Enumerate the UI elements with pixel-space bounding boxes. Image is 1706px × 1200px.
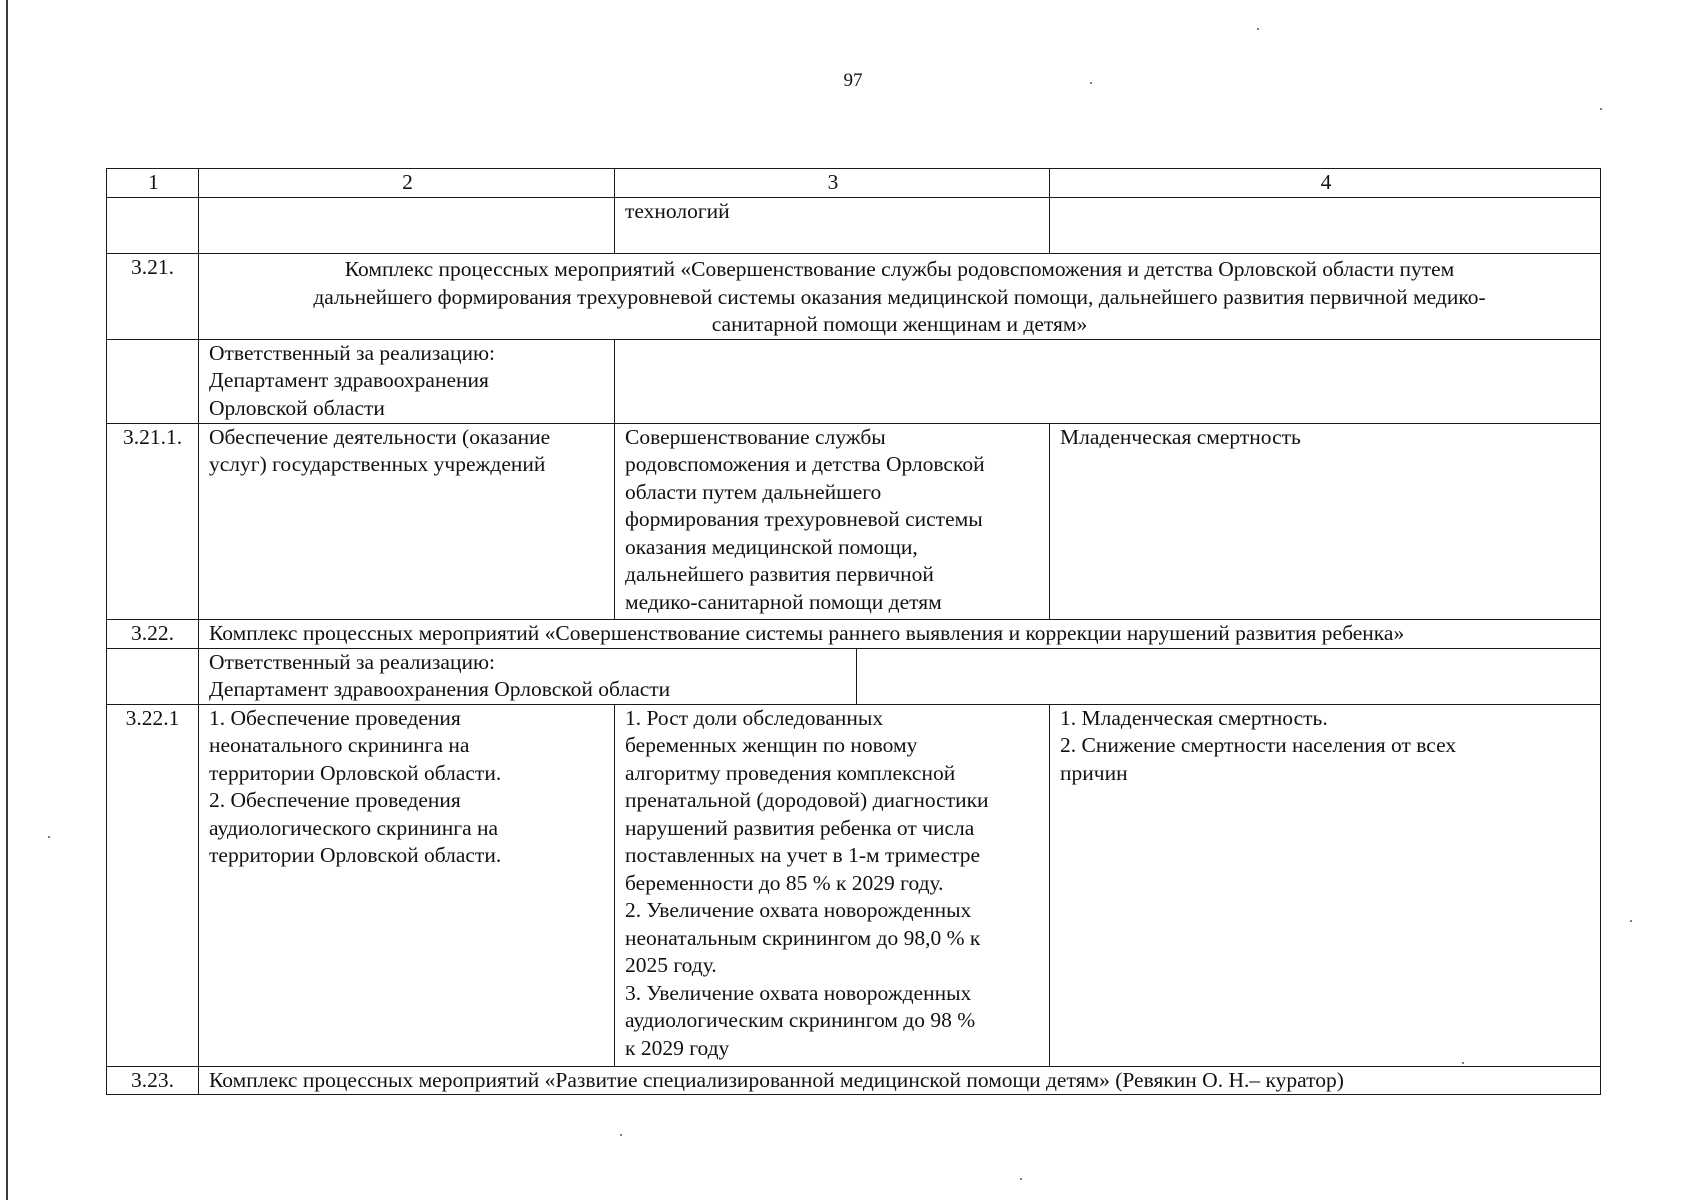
continuation-cell-2 [199,198,615,254]
effect-line: Совершенствование службы [625,424,886,449]
column-number-4: 4 [1050,169,1601,198]
section-title-3-22-line: Комплекс процессных мероприятий «Совершенствование системы раннего выявления и коррекции нарушений развития ребенка» [209,620,1405,645]
task-cell-3-22-1 [199,704,615,1066]
section-title-3-21-line: санитарной помощи женщинам и детям» [711,312,1088,336]
indicator-line: причин [1060,760,1128,785]
row-number-3-22-1: 3.22.1 [107,704,199,1066]
effect-line: 3. Увеличение охвата новорожденных [625,980,972,1005]
effect-line: к 2029 году [625,1035,730,1060]
section-row-3-22 [107,619,1601,648]
program-table [106,168,1601,1095]
scan-speck [1090,82,1092,84]
section-title-3-23-line: Комплекс процессных мероприятий «Развитие специализированной медицинской помощи детям» (Ревякин О. Н.– куратор) [209,1067,1344,1092]
responsible-split-3-22 [199,649,1600,704]
effect-line: формирования трехуровневой системы [625,507,983,531]
scan-speck [1630,920,1632,922]
scan-speck [620,1134,622,1136]
effect-line: поставленных на учет в 1-м триместре [625,843,981,867]
section-number-3-22: 3.22. [107,619,199,648]
page-number: 97 [843,70,863,91]
section-number-3-23: 3.23. [107,1066,199,1095]
scan-speck [1020,1178,1022,1180]
task-line: аудиологического скрининга на [209,815,499,840]
task-line: неонатального скрининга на [209,733,470,757]
responsible-line: Орловской области [209,395,385,420]
effect-line: беременных женщин по новому [625,733,918,757]
column-number-3: 3 [615,169,1050,198]
effect-line: беременности до 85 % к 2029 году. [625,870,944,895]
responsible-line: Департамент здравоохранения [209,368,489,392]
effect-cell-3-21-1 [615,423,1050,619]
continuation-cell-1 [107,198,199,254]
row-number-3-21-1: 3.21.1. [107,423,199,619]
continuation-row [107,198,1601,254]
effect-line: 2025 году. [625,953,717,977]
indicator-line: 2. Снижение смертности населения от всех [1060,733,1457,757]
task-line: Обеспечение деятельности (оказание [209,424,551,449]
responsible-line: Ответственный за реализацию: [209,340,496,365]
effect-cell-3-22-1 [615,704,1050,1066]
responsible-empty-cell-3-21 [615,339,1601,423]
scan-speck [1257,28,1259,30]
section-title-3-23 [199,1066,1601,1095]
responsible-cell-3-21 [199,339,615,423]
responsible-row-3-22 [107,648,1601,704]
responsible-empty-part-3-22 [856,649,1600,704]
task-line: территории Орловской области. [209,843,502,867]
responsible-number-cell-3-21 [107,339,199,423]
page-edge-line [6,0,8,1200]
column-number-1: 1 [107,169,199,198]
responsible-line: Ответственный за реализацию: [209,649,496,674]
indicator-cell-3-21-1 [1050,423,1601,619]
effect-line: неонатальным скринингом до 98,0 % к [625,925,981,950]
table-row-3-21-1 [107,423,1601,619]
effect-line: аудиологическим скринингом до 98 % [625,1008,976,1032]
continuation-cell-4 [1050,198,1601,254]
task-line: услуг) государственных учреждений [209,452,546,476]
section-title-3-21-line: дальнейшего формирования трехуровневой системы оказания медицинской помощи, дальнейшего развития первичной медико- [313,284,1486,309]
scan-speck [1462,1062,1464,1064]
effect-line: нарушений развития ребенка от числа [625,815,975,840]
task-cell-3-21-1 [199,423,615,619]
effect-line: дальнейшего развития первичной [625,562,934,586]
indicator-cell-3-22-1 [1050,704,1601,1066]
section-row-3-23 [107,1066,1601,1095]
indicator-line: 1. Младенческая смертность. [1060,705,1328,730]
section-title-3-21-line: Комплекс процессных мероприятий «Совершенствование службы родовспоможения и детства Орловской области путем [344,257,1455,281]
scan-speck [1600,108,1602,110]
task-line: 1. Обеспечение проведения [209,705,461,730]
section-title-3-22 [199,619,1601,648]
column-number-row [107,169,1601,198]
section-row-3-21 [107,254,1601,340]
effect-line: 1. Рост доли обследованных [625,705,884,730]
effect-line: оказания медицинской помощи, [625,534,918,559]
effect-line: алгоритму проведения комплексной [625,760,956,785]
responsible-text-3-22 [199,649,856,704]
effect-line: медико-санитарной помощи детям [625,589,942,614]
task-line: территории Орловской области. [209,760,502,785]
effect-line: 2. Увеличение охвата новорожденных [625,898,972,922]
continuation-cell-3: технологий [615,198,1050,254]
scan-speck [48,836,50,838]
column-number-2: 2 [199,169,615,198]
effect-line: пренатальной (дородовой) диагностики [625,788,989,812]
section-title-3-21 [199,254,1601,340]
responsible-line: Департамент здравоохранения Орловской области [209,677,671,701]
responsible-number-cell-3-22 [107,648,199,704]
responsible-row-3-21 [107,339,1601,423]
task-line: 2. Обеспечение проведения [209,788,461,812]
responsible-cell-3-22 [199,648,1601,704]
effect-line: родовспоможения и детства Орловской [625,452,985,476]
section-number-3-21: 3.21. [107,254,199,340]
effect-line: области путем дальнейшего [625,479,882,504]
table-row-3-22-1 [107,704,1601,1066]
indicator-line: Младенческая смертность [1060,424,1301,449]
